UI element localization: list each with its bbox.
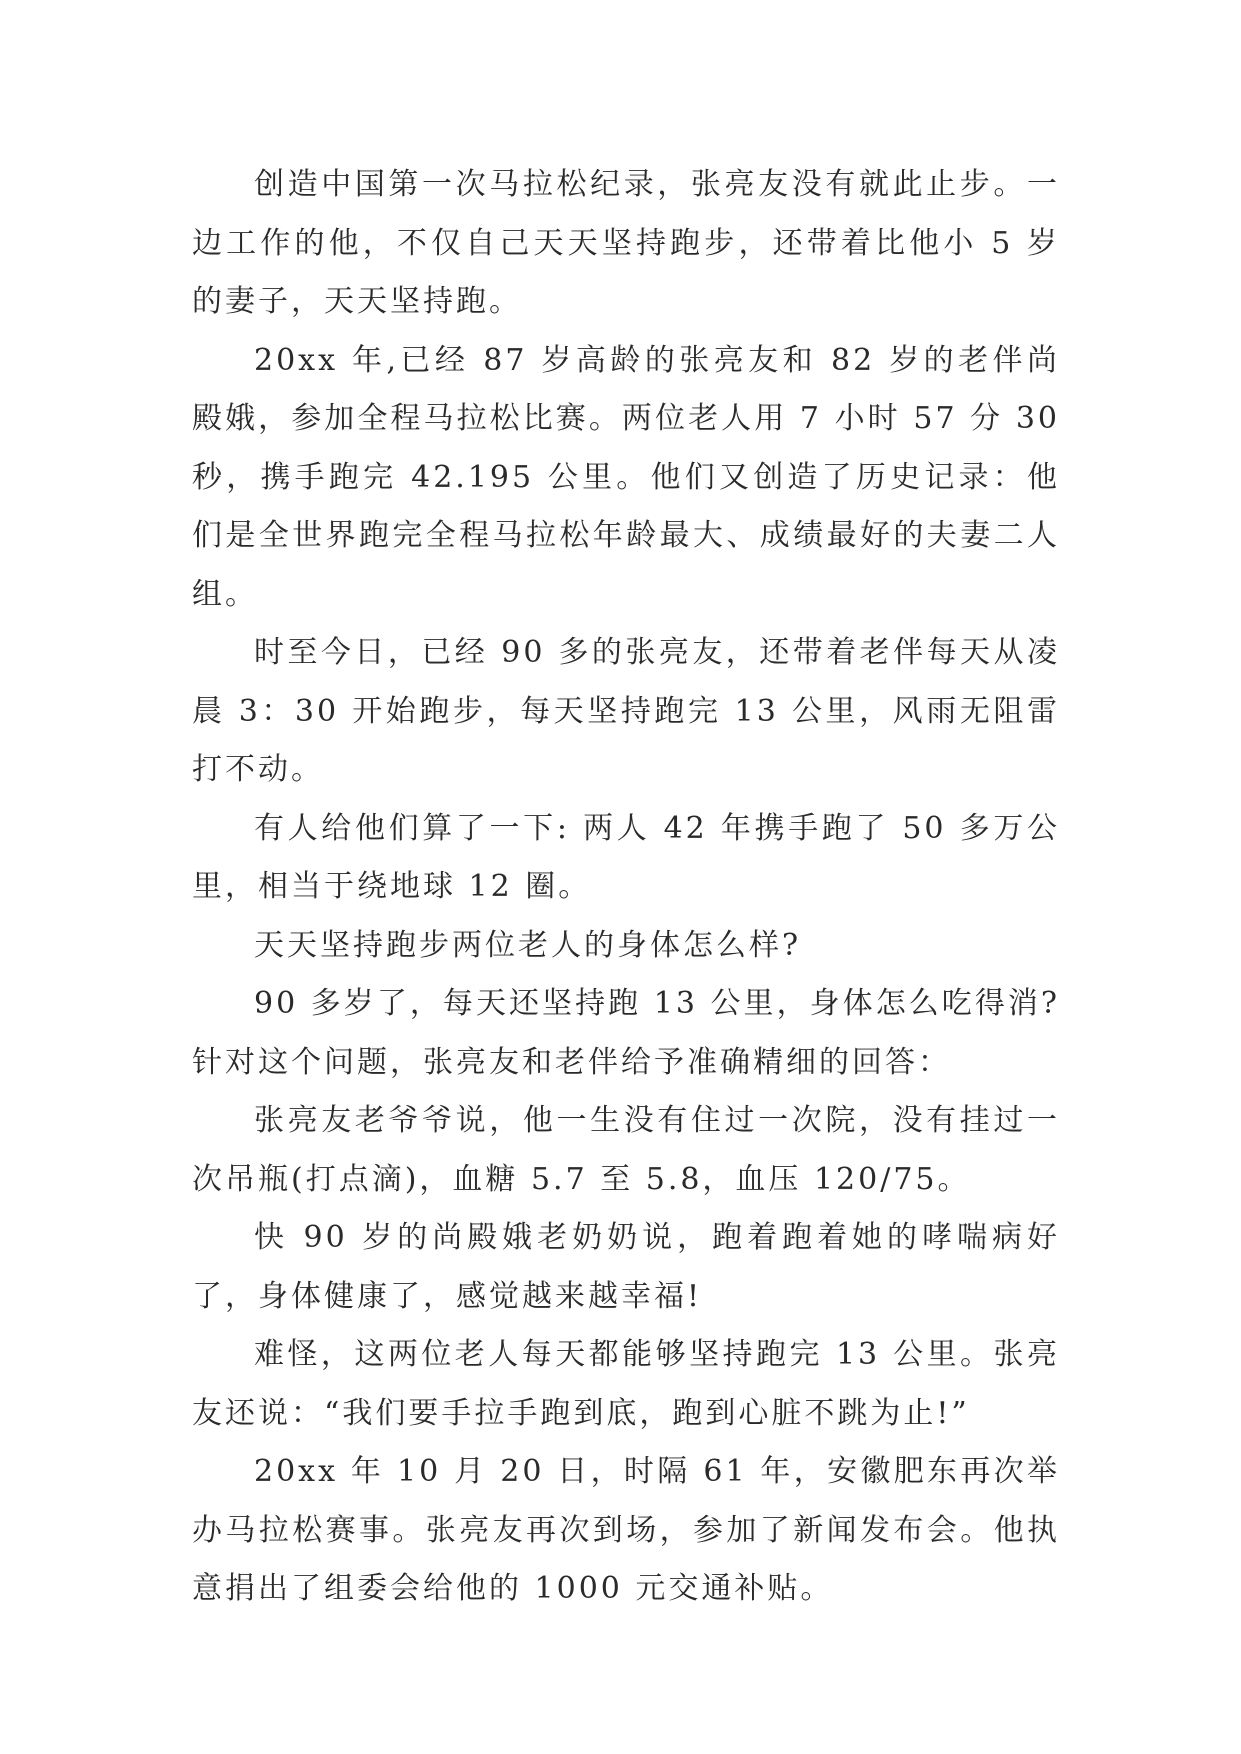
paragraph-1: 创造中国第一次马拉松纪录，张亮友没有就此止步。一边工作的他，不仅自己天天坚持跑步，还带着比他小 5 岁的妻子，天天坚持跑。: [192, 167, 1060, 319]
document-body: [192, 156, 1060, 1619]
paragraph-10: 20xx 年 10 月 20 日，时隔 61 年，安徽肥东再次举办马拉松赛事。张亮友再次到场，参加了新闻发布会。他执意捐出了组委会给他的 1000 元交通补贴。: [192, 1454, 1060, 1606]
paragraph-6: 90 多岁了，每天还坚持跑 13 公里，身体怎么吃得消?针对这个问题，张亮友和老伴给予准确精细的回答：: [192, 986, 1060, 1080]
paragraph-9: 难怪，这两位老人每天都能够坚持跑完 13 公里。张亮友还说：“我们要手拉手跑到底，跑到心脏不跳为止!”: [192, 1337, 1060, 1431]
paragraph-5: 天天坚持跑步两位老人的身体怎么样?: [254, 927, 802, 963]
paragraph-3: 时至今日，已经 90 多的张亮友，还带着老伴每天从凌晨 3：30 开始跑步，每天坚持跑完 13 公里，风雨无阻雷打不动。: [192, 635, 1060, 787]
paragraph-4: 有人给他们算了一下: 两人 42 年携手跑了 50 多万公里，相当于绕地球 12 圈。: [192, 810, 1060, 904]
paragraph-7: 张亮友老爷爷说，他一生没有住过一次院，没有挂过一次吊瓶(打点滴)，血糖 5.7 至 5.8，血压 120/75。: [192, 1103, 1060, 1197]
paragraph-8: 快 90 岁的尚殿娥老奶奶说，跑着跑着她的哮喘病好了，身体健康了，感觉越来越幸福!: [192, 1220, 1060, 1314]
paragraph-2: 20xx 年,已经 87 岁高龄的张亮友和 82 岁的老伴尚殿娥，参加全程马拉松比赛。两位老人用 7 小时 57 分 30 秒，携手跑完 42.195 公里。他们又创造了历史记录：他们是全世界跑完全程马拉松年龄最大、成绩最好的夫妻二人组。: [192, 342, 1060, 612]
